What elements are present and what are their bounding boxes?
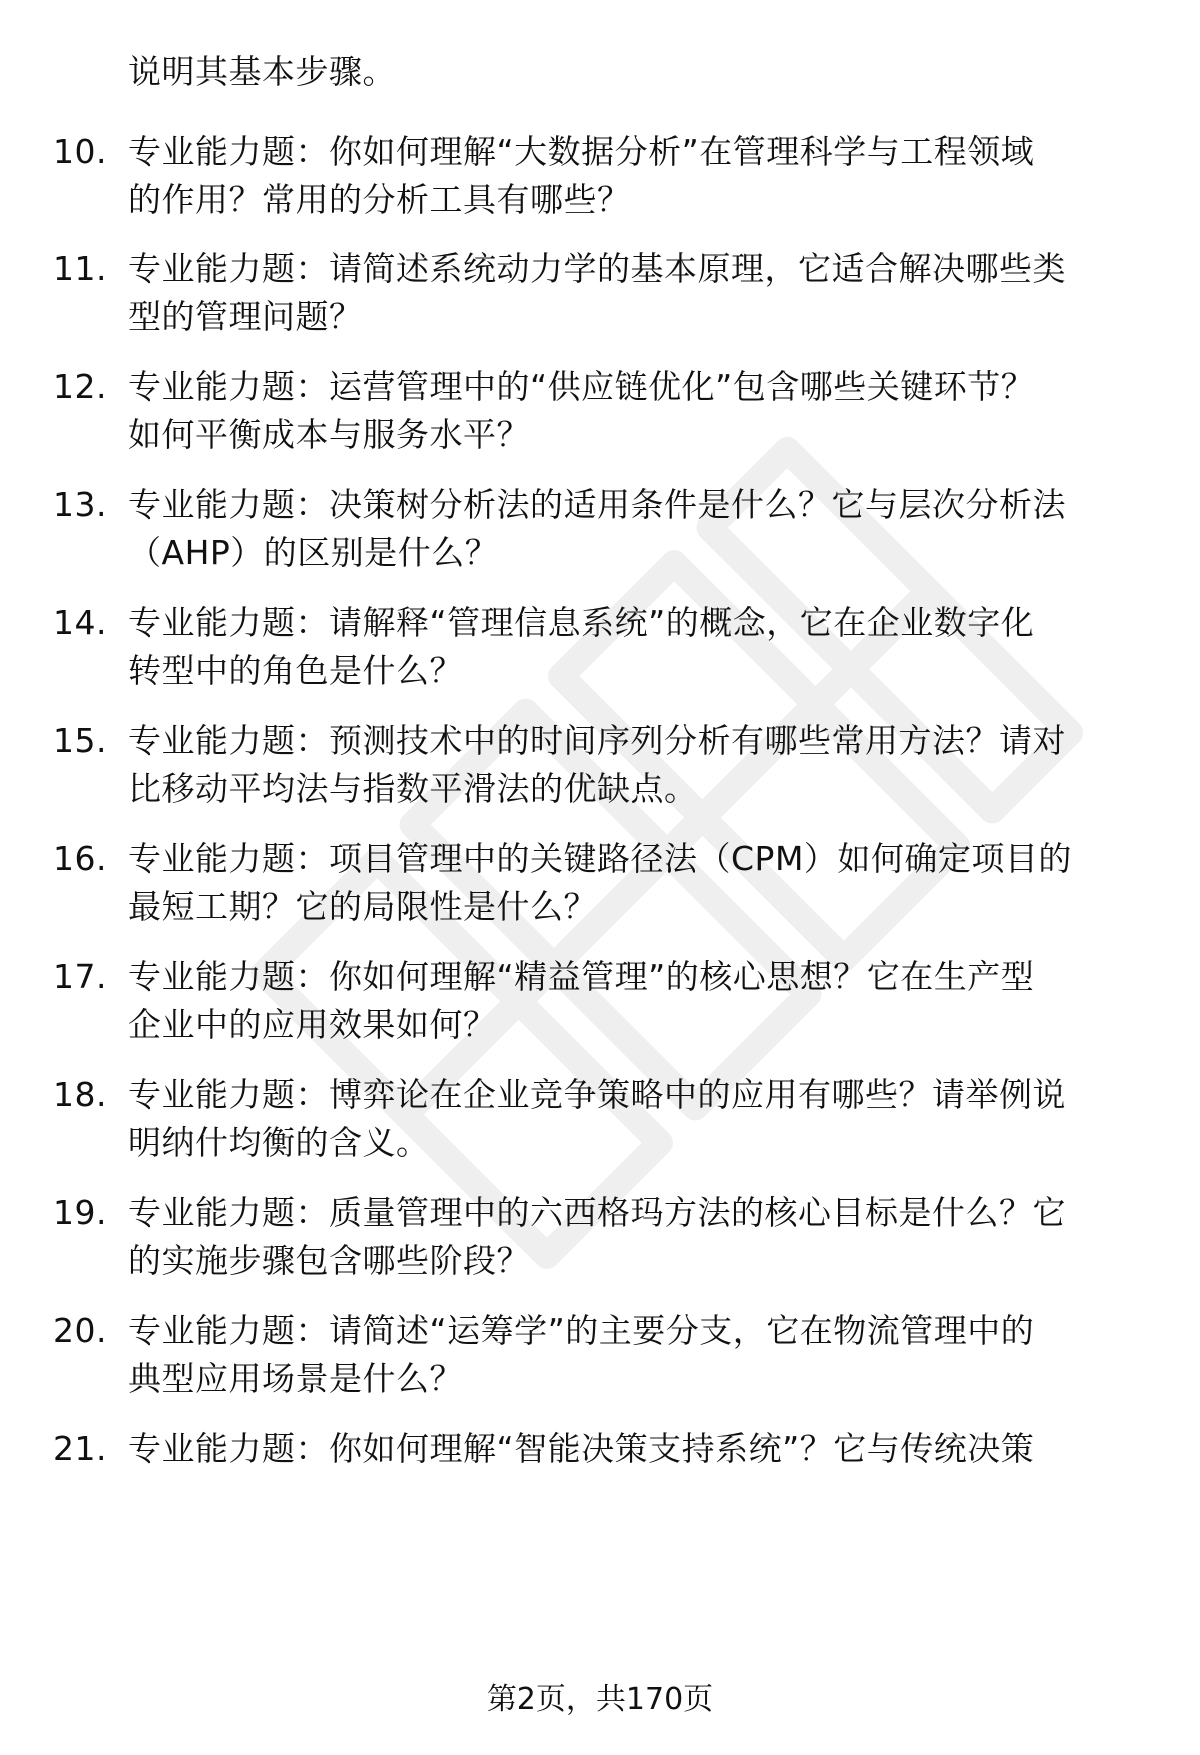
text-line: 专业能力题：你如何理解“大数据分析”在管理科学与工程领域 (128, 132, 1035, 171)
list-number: 20. (53, 1311, 107, 1350)
text-line: 如何平衡成本与服务水平？ (128, 415, 530, 454)
text-line: 企业中的应用效果如何？ (128, 1005, 497, 1044)
text-line: （AHP）的区别是什么？ (128, 533, 499, 572)
text-line: 专业能力题：质量管理中的六西格玛方法的核心目标是什么？它 (128, 1193, 1066, 1232)
list-number: 11. (53, 249, 107, 288)
text-line: 型的管理问题？ (128, 297, 363, 336)
list-number: 14. (53, 603, 107, 642)
text-line: 转型中的角色是什么？ (128, 651, 463, 690)
text-line: 专业能力题：请简述“运筹学”的主要分支，它在物流管理中的 (128, 1311, 1035, 1350)
text-line: 专业能力题：请解释“管理信息系统”的概念，它在企业数字化 (128, 603, 1035, 642)
list-number: 21. (53, 1429, 107, 1468)
text-line: 的作用？常用的分析工具有哪些？ (128, 180, 631, 219)
text-line: 比移动平均法与指数平滑法的优缺点。 (128, 769, 698, 808)
text-line: 专业能力题：博弈论在企业竞争策略中的应用有哪些？请举例说 (128, 1075, 1066, 1114)
list-number: 18. (53, 1075, 107, 1114)
page-footer (0, 1680, 1200, 1720)
text-line: 专业能力题：你如何理解“精益管理”的核心思想？它在生产型 (128, 957, 1035, 996)
text-line: 说明其基本步骤。 (128, 52, 396, 91)
text-line: 典型应用场景是什么？ (128, 1359, 463, 1398)
text-line: 专业能力题：运营管理中的“供应链优化”包含哪些关键环节？ (128, 367, 1035, 406)
list-number: 15. (53, 721, 107, 760)
list-number: 10. (53, 132, 107, 171)
text-line: 专业能力题：预测技术中的时间序列分析有哪些常用方法？请对 (128, 721, 1066, 760)
text-line: 专业能力题：你如何理解“智能决策支持系统”？它与传统决策 (128, 1429, 1035, 1468)
list-number: 19. (53, 1193, 107, 1232)
list-number: 16. (53, 839, 107, 878)
text-line: 专业能力题：决策树分析法的适用条件是什么？它与层次分析法 (128, 485, 1066, 524)
text-line: 最短工期？它的局限性是什么？ (128, 887, 597, 926)
list-number: 17. (53, 957, 107, 996)
page-number-label: 第2页，共170页 (486, 1682, 714, 1717)
text-line: 的实施步骤包含哪些阶段？ (128, 1241, 530, 1280)
list-number: 13. (53, 485, 107, 524)
text-line: 专业能力题：请简述系统动力学的基本原理，它适合解决哪些类 (128, 249, 1066, 288)
list-number: 12. (53, 367, 107, 406)
text-line: 专业能力题：项目管理中的关键路径法（CPM）如何确定项目的 (128, 839, 1072, 878)
text-line: 明纳什均衡的含义。 (128, 1123, 430, 1162)
